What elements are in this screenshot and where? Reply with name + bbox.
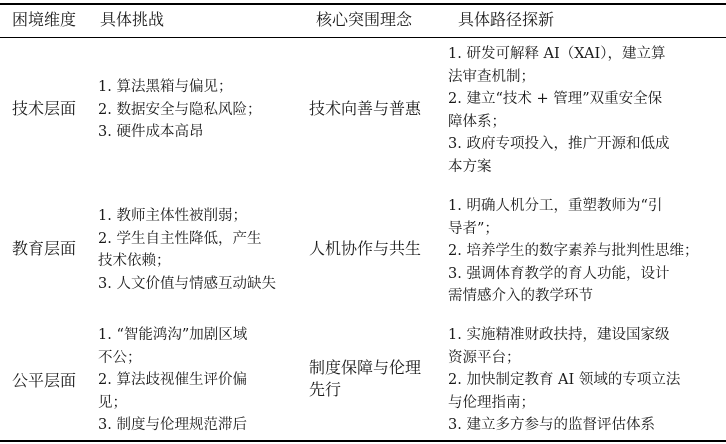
header-concept: 核心突围理念 xyxy=(316,10,413,29)
row-2-path-line: 1. 明确人机分工，重塑教师为“引 xyxy=(448,198,663,214)
row-3-path-line: 资源平台； xyxy=(448,349,521,366)
row-1-path-line: 2. 建立“技术 + 管理”双重安全保 xyxy=(448,91,663,107)
row-1-challenge-line: 3. 硬件成本高昂 xyxy=(98,124,204,140)
row-1-dimension: 技术层面 xyxy=(12,99,77,118)
row-3-challenge-line: 不公； xyxy=(98,349,142,366)
row-2-challenge-line: 技术依赖； xyxy=(98,253,171,269)
row-3-path-line: 2. 加快制定教育 AI 领域的专项立法 xyxy=(448,372,681,388)
header-challenges: 具体挑战 xyxy=(100,10,165,29)
header-paths: 具体路径探新 xyxy=(458,10,555,29)
row-3-path-line: 3. 建立多方参与的监督评估体系 xyxy=(448,417,655,433)
row-1-path-line: 障体系； xyxy=(448,113,506,130)
table-header-rule xyxy=(0,37,726,38)
row-2-path-line: 需情感介入的教学环节 xyxy=(448,288,593,304)
row-2-path-line: 导者”； xyxy=(448,220,499,237)
row-3-concept-line: 制度保障与伦理 xyxy=(309,358,422,377)
row-1-challenge-line: 1. 算法黑箱与偏见； xyxy=(98,79,233,95)
row-3-challenge-line: 2. 算法歧视催生评价偏 xyxy=(98,372,247,388)
row-1-concept-line: 技术向善与普惠 xyxy=(309,99,422,118)
table-bottom-rule xyxy=(0,440,726,442)
row-1-path-line: 本方案 xyxy=(448,158,492,175)
row-3-challenge-line: 3. 制度与伦理规范滞后 xyxy=(98,417,247,433)
row-1-concept xyxy=(309,98,421,120)
row-3-paths xyxy=(448,324,680,437)
row-2-dimension: 教育层面 xyxy=(12,239,77,258)
row-2-concept-line: 人机协作与共生 xyxy=(309,239,422,258)
row-2-path-line: 3. 强调体育教学的育人功能，设计 xyxy=(448,265,670,282)
row-1-path-line: 1. 研发可解释 AI（XAI），建立算 xyxy=(448,46,666,62)
row-1-challenge-line: 2. 数据安全与隐私风险； xyxy=(98,101,262,118)
header-dimension: 困境维度 xyxy=(12,10,77,29)
row-3-challenge-line: 见； xyxy=(98,394,127,411)
row-1-path-line: 3. 政府专项投入，推广开源和低成 xyxy=(448,136,670,152)
row-2-challenge-line: 2. 学生自主性降低，产生 xyxy=(98,230,262,247)
row-3-path-line: 1. 实施精准财政扶持，建设国家级 xyxy=(448,327,670,343)
row-3-concept-line: 先行 xyxy=(309,380,342,399)
row-3-dimension: 公平层面 xyxy=(12,371,77,390)
row-1-path-line: 法审查机制； xyxy=(448,68,535,85)
row-1-paths xyxy=(448,43,669,178)
row-2-challenges xyxy=(98,205,276,295)
row-3-challenges xyxy=(98,324,247,437)
row-3-challenge-line: 1. “智能鸿沟”加剧区域 xyxy=(98,327,248,343)
row-3-path-line: 与伦理指南； xyxy=(448,394,535,411)
row-2-concept xyxy=(309,238,421,260)
table-top-rule xyxy=(0,3,726,5)
row-3-concept xyxy=(309,357,421,401)
row-2-challenge-line: 1. 教师主体性被削弱； xyxy=(98,208,247,224)
row-1-challenges xyxy=(98,76,261,144)
row-2-paths xyxy=(448,195,698,308)
row-2-challenge-line: 3. 人文价值与情感互动缺失 xyxy=(98,275,276,292)
row-2-path-line: 2. 培养学生的数字素养与批判性思维； xyxy=(448,243,699,259)
